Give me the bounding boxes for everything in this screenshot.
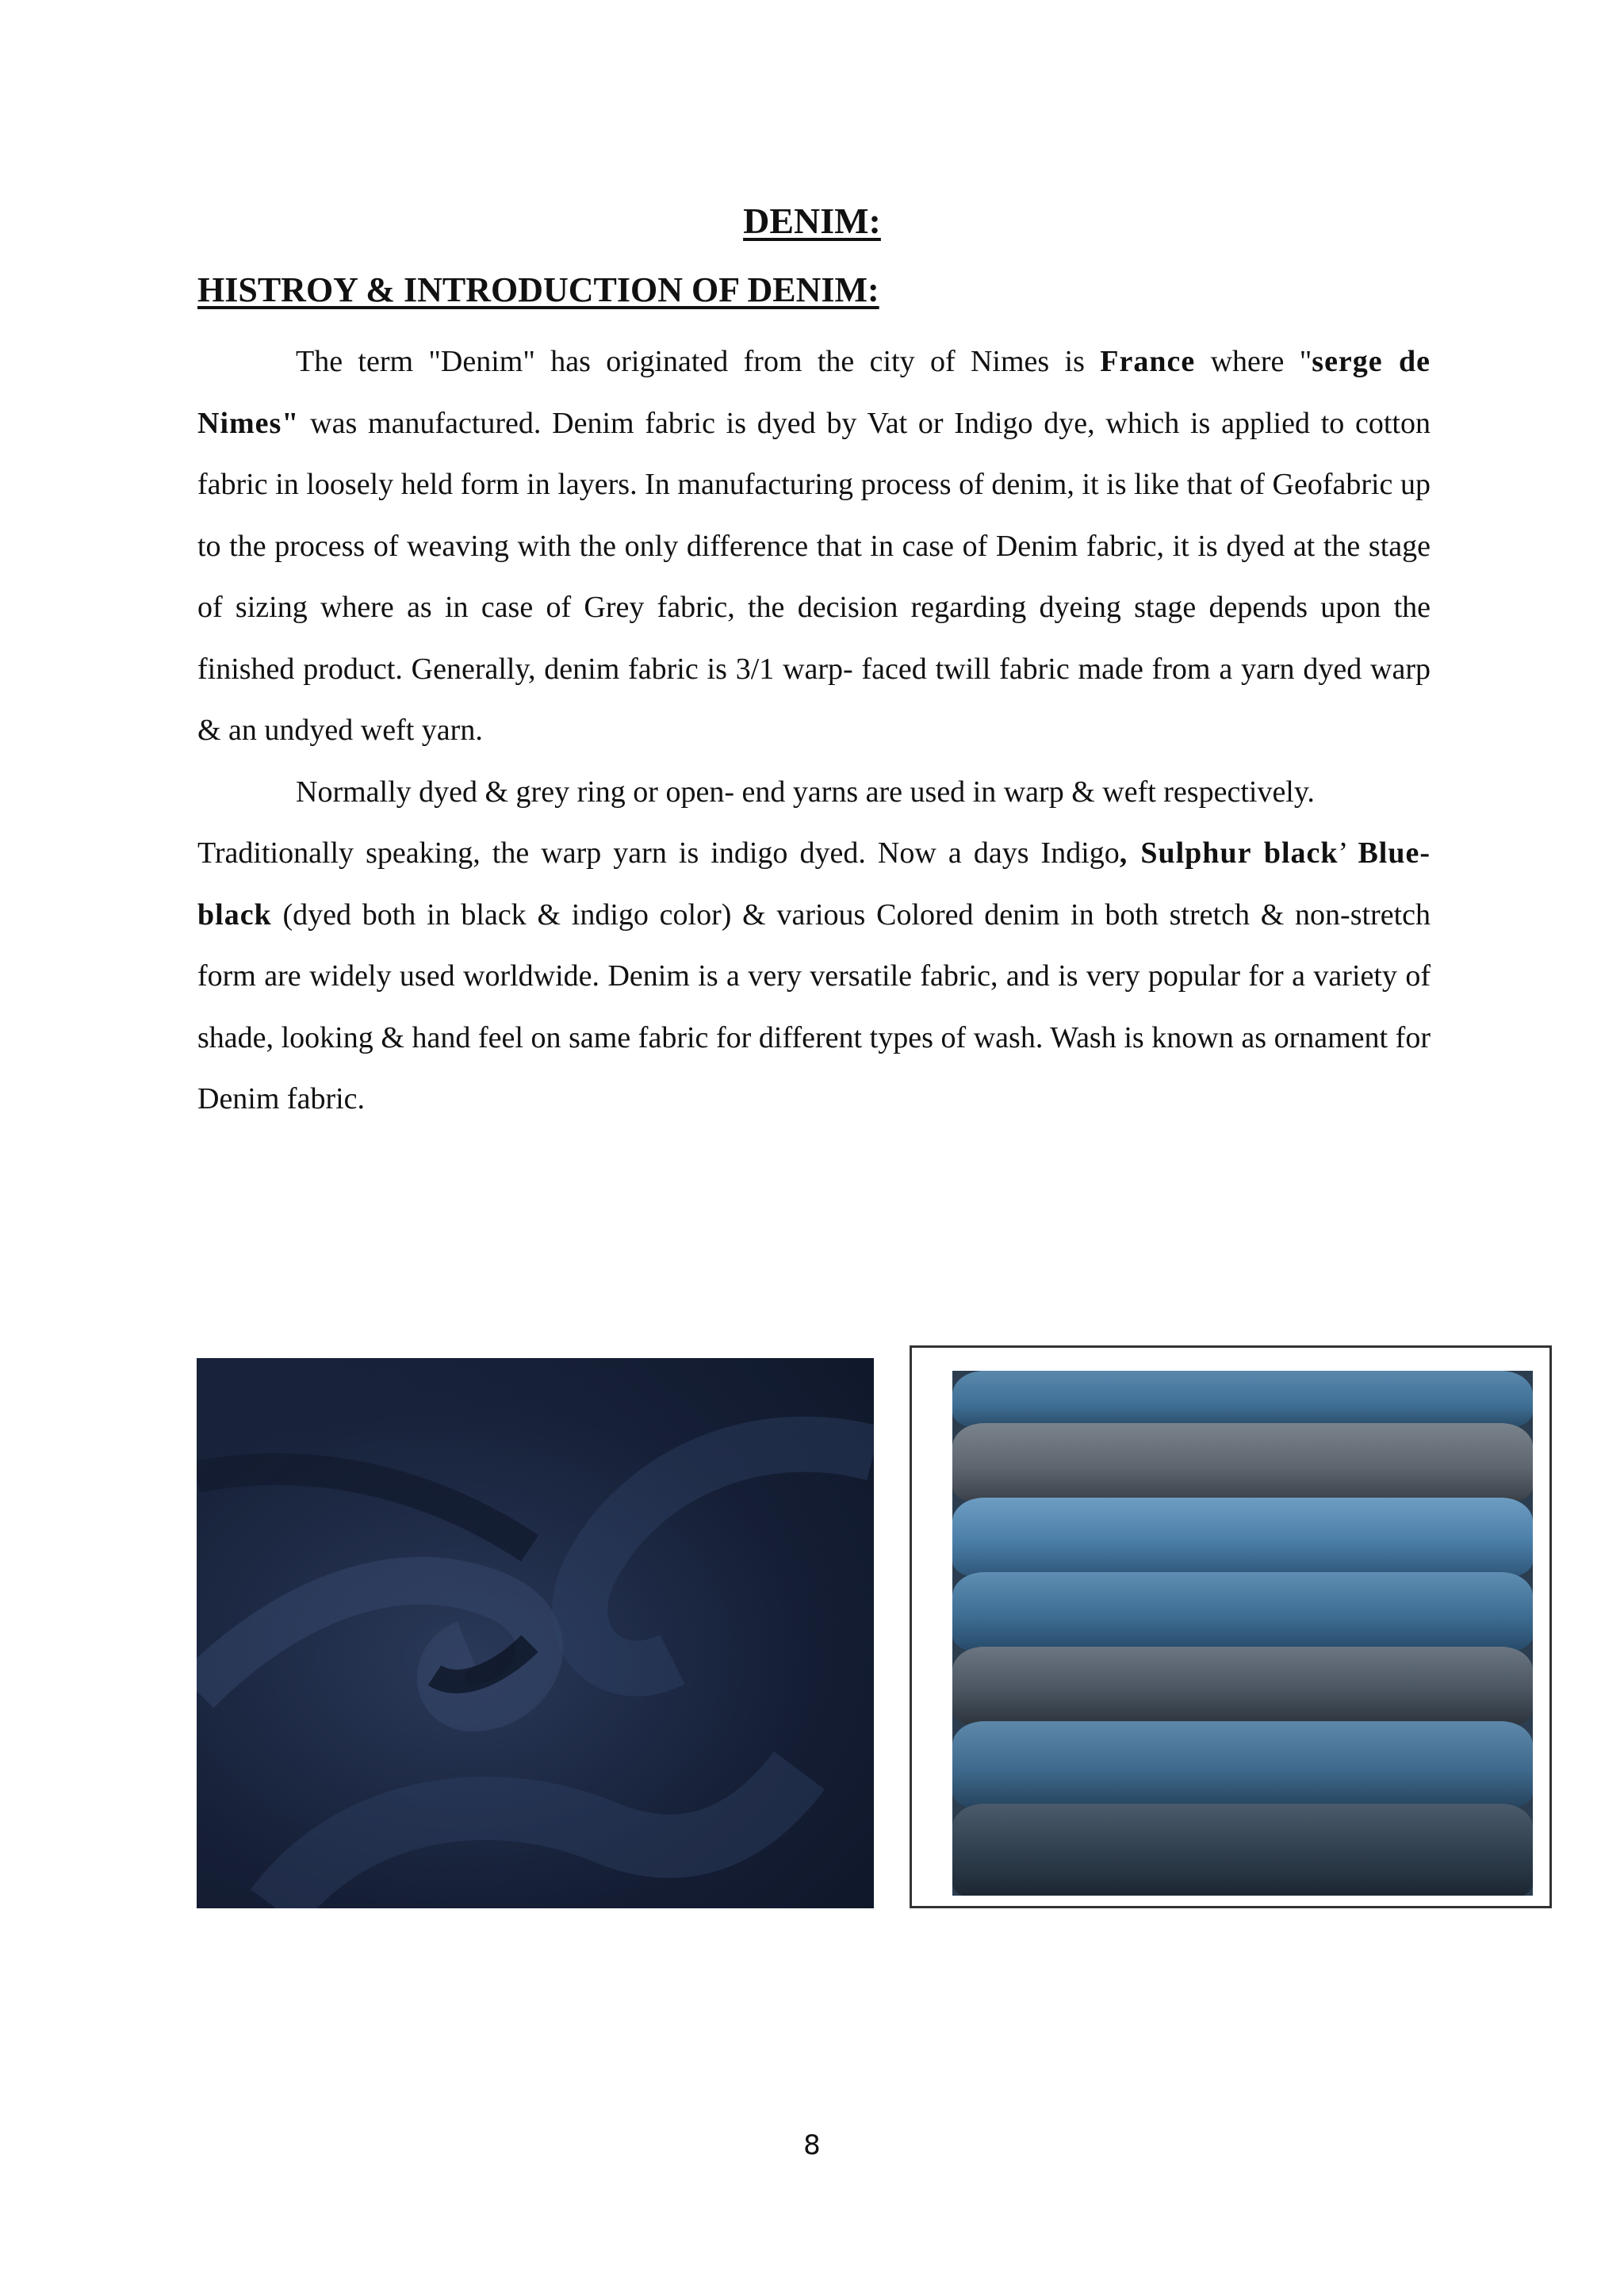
- bold-run: Blue-black: [197, 836, 1431, 932]
- bold-run: France: [1100, 345, 1196, 378]
- denim-fold-2: [952, 1423, 1533, 1502]
- text-run: Traditionally speaking, the warp yarn is indigo dyed. Now a days Indigo: [197, 836, 1120, 870]
- denim-fold-6: [952, 1721, 1533, 1808]
- denim-fabric-swirl-image: [197, 1358, 874, 1908]
- denim-fold-1: [952, 1371, 1533, 1428]
- paragraph-yarns: Normally dyed & grey ring or open- end yarns are used in warp & weft respectively.: [296, 775, 1315, 809]
- text-run: The term "Denim" has originated from the city of Nimes is: [296, 345, 1101, 378]
- text-run: ’: [1338, 836, 1358, 870]
- text-run: was manufactured. Denim fabric is dyed by Vat or Indigo dye, which is applied to cotton fabric in loosely held form in layers. In manufacturing process of denim, it is like that of Geofabric up to the process of weaving with the only difference that in case of Denim fabric, it is dyed at the stage of sizing where as in case of Grey fabric, the decision regarding dyeing stage depends upon the finished product. Generally, denim fabric is 3/1 warp- faced twill fabric made from a yarn dyed warp & an undyed weft yarn.: [197, 406, 1431, 747]
- bold-run: , Sulphur black: [1119, 836, 1339, 870]
- fabric-folds-graphic: [197, 1358, 874, 1908]
- denim-fold-7: [952, 1804, 1533, 1896]
- denim-fold-3: [952, 1498, 1533, 1577]
- paragraph-intro: [197, 331, 1431, 762]
- stacked-denim-image: [952, 1371, 1533, 1896]
- paragraph-traditional: [197, 823, 1431, 1131]
- text-run: where ": [1195, 345, 1312, 378]
- bold-run: serge de Nimes": [197, 345, 1431, 440]
- body-text: [197, 331, 1431, 1131]
- denim-fold-4: [952, 1572, 1533, 1651]
- denim-fold-5: [952, 1647, 1533, 1726]
- text-run: (dyed both in black & indigo color) & various Colored denim in both stretch & non-stretch form are widely used worldwide. Denim is a very versatile fabric, and is very popular for a variety of shade, looking & hand feel on same fabric for different types of wash. Wash is known as ornament for Denim fabric.: [197, 897, 1431, 1115]
- section-heading: HISTROY & INTRODUCTION OF DENIM:: [197, 270, 879, 309]
- page-title: DENIM:: [743, 201, 881, 241]
- page-number: 8: [803, 2130, 821, 2161]
